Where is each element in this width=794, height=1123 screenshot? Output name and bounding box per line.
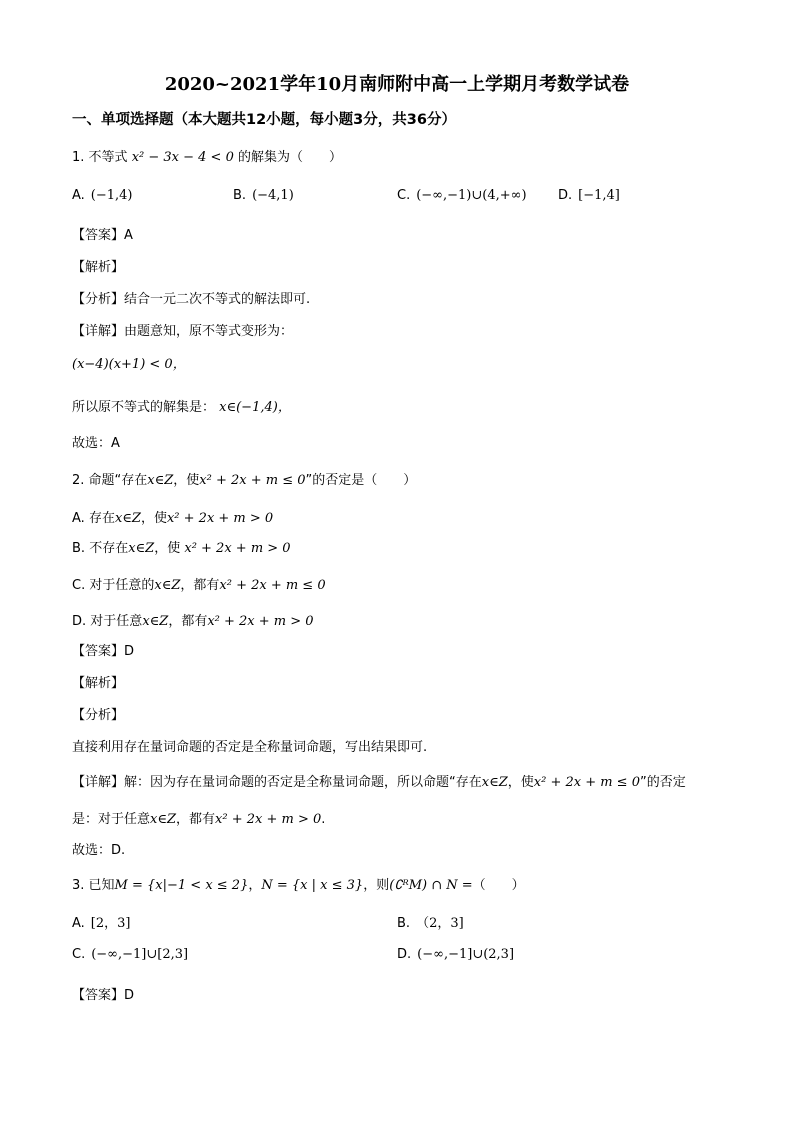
- question-2-stem: 2. 命题“存在x∈Z，使x² + 2x + m ≤ 0”的否定是（ ）: [72, 473, 417, 488]
- q2-detail-cont: 是：对于任意x∈Z，都有x² + 2x + m > 0.: [72, 812, 326, 827]
- q3-answer: 【答案】D: [72, 988, 135, 1003]
- q1-detail: 【详解】由题意知，原不等式变形为：: [72, 324, 294, 339]
- q2-option-c: C. 对于任意的x∈Z，都有x² + 2x + m ≤ 0: [72, 578, 326, 593]
- q3-option-b: B. （2，3]: [397, 916, 464, 931]
- q2-option-b: B. 不存在x∈Z，使 x² + 2x + m > 0: [72, 541, 291, 556]
- page-title: 2020~2021学年10月南师附中高一上学期月考数学试卷: [164, 74, 630, 95]
- q3-option-c: C. (−∞,−1]∪[2,3]: [72, 947, 189, 962]
- q1-option-b: B. (−4,1): [233, 188, 294, 203]
- q2-answer: 【答案】D: [72, 644, 135, 659]
- q2-analysis: 直接利用存在量词命题的否定是全称量词命题，写出结果即可.: [72, 740, 428, 755]
- q3-option-d: D. (−∞,−1]∪(2,3]: [397, 947, 515, 962]
- q1-option-d: D. [−1,4]: [558, 188, 620, 203]
- q1-analysis-head: 【解析】: [72, 260, 125, 275]
- q2-analysis-subhead: 【分析】: [72, 708, 125, 723]
- section-heading: 一、单项选择题（本大题共12小题，每小题3分，共36分）: [72, 112, 456, 128]
- q1-step-2: 所以原不等式的解集是： x∈(−1,4)，: [72, 400, 291, 415]
- q2-choice: 故选：D.: [72, 843, 126, 858]
- question-1-stem: 1. 不等式 x² − 3x − 4 < 0 的解集为（ ）: [72, 150, 343, 165]
- q1-step-1: (x−4)(x+1) < 0，: [72, 357, 186, 372]
- q1-inequality: x² − 3x − 4 < 0: [131, 150, 234, 165]
- question-3-stem: 3. 已知M = {x|−1 < x ≤ 2}，N = {x | x ≤ 3}，则(∁ᴿM) ∩ N =（ ）: [72, 878, 525, 893]
- q2-analysis-head: 【解析】: [72, 676, 125, 691]
- q1-option-a: A. (−1,4): [72, 188, 133, 203]
- q2-option-d: D. 对于任意x∈Z，都有x² + 2x + m > 0: [72, 614, 314, 629]
- q1-choice: 故选：A: [72, 436, 120, 451]
- q2-option-a: A. 存在x∈Z，使x² + 2x + m > 0: [72, 511, 274, 526]
- q1-analysis: 【分析】结合一元二次不等式的解法即可.: [72, 292, 311, 307]
- q3-option-a: A. [2，3]: [72, 916, 131, 931]
- q1-answer: 【答案】A: [72, 228, 133, 243]
- q2-detail: 【详解】解：因为存在量词命题的否定是全称量词命题，所以命题“存在x∈Z，使x² + 2x + m ≤ 0”的否定: [72, 775, 686, 790]
- q1-option-c: C. (−∞,−1)∪(4,+∞): [397, 188, 527, 203]
